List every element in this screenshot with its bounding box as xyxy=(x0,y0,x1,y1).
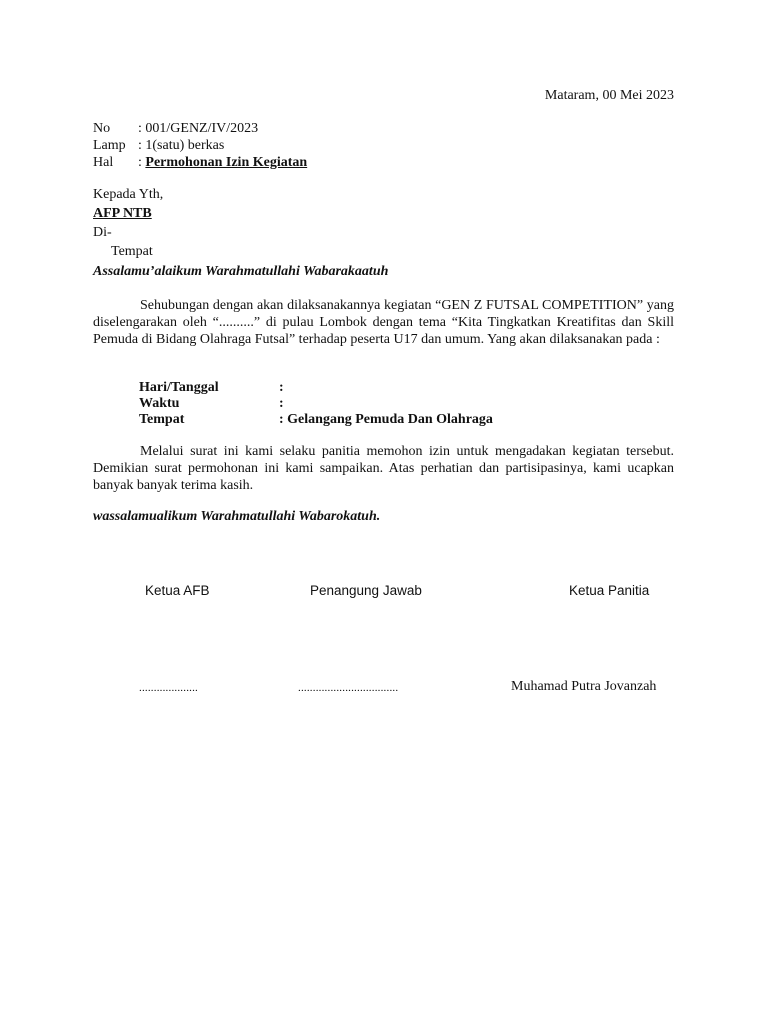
signature-title-committee-chair: Ketua Panitia xyxy=(569,583,650,598)
paragraph-1-text: Sehubungan dengan akan dilaksanakannya kegiatan “GEN Z FUTSAL COMPETITION” yang diselengarakan oleh “..........” di pulau Lombok dengan tema “Kita Tingkatkan Kreatifitas dan Skill Pemuda di Bidang Olahraga Futsal” terhadap peserta U17 dan umum. Yang akan dilaksanakan pada : xyxy=(93,298,674,347)
signature-name-responsible: .................................. xyxy=(298,682,399,694)
signature-title-chairman: Ketua AFB xyxy=(145,583,210,598)
detail-value: : xyxy=(279,380,284,395)
meta-key: Hal xyxy=(93,155,114,170)
detail-label: Waktu xyxy=(139,396,180,411)
body-paragraph-2 xyxy=(93,443,674,494)
meta-colon: : xyxy=(138,155,146,170)
meta-value-subject xyxy=(138,155,307,171)
subject-text: Permohonan Izin Kegiatan xyxy=(145,155,308,170)
meta-key: Lamp xyxy=(93,138,126,153)
recipient-greeting: Kepada Yth, xyxy=(93,187,164,202)
meta-key: No xyxy=(93,121,111,136)
signature-name-chairman: .................... xyxy=(139,682,198,694)
signature-name-committee-chair: Muhamad Putra Jovanzah xyxy=(511,679,657,694)
detail-label: Hari/Tanggal xyxy=(139,380,219,395)
detail-value: : Gelangang Pemuda Dan Olahraga xyxy=(279,412,493,427)
paragraph-2-text: Melalui surat ini kami selaku panitia memohon izin untuk mengadakan kegiatan tersebut. Demikian surat permohonan ini kami sampaikan. Atas perhatian dan partisipasinya, kami ucapkan banyak banyak terima kasih. xyxy=(93,444,674,493)
recipient-name: AFP NTB xyxy=(93,206,152,221)
recipient-di: Di- xyxy=(93,225,112,240)
closing-salam: wassalamualikum Warahmatullahi Wabarokatuh. xyxy=(93,509,381,524)
signature-title-responsible: Penangung Jawab xyxy=(310,583,422,598)
detail-label: Tempat xyxy=(139,412,185,427)
meta-value: : 001/GENZ/IV/2023 xyxy=(138,121,259,136)
opening-salam: Assalamu’alaikum Warahmatullahi Wabarakaatuh xyxy=(93,264,389,279)
detail-value: : xyxy=(279,396,284,411)
recipient-place: Tempat xyxy=(111,244,153,259)
place-date: Mataram, 00 Mei 2023 xyxy=(544,88,674,103)
meta-value: : 1(satu) berkas xyxy=(138,138,225,153)
body-paragraph-1 xyxy=(93,297,674,348)
